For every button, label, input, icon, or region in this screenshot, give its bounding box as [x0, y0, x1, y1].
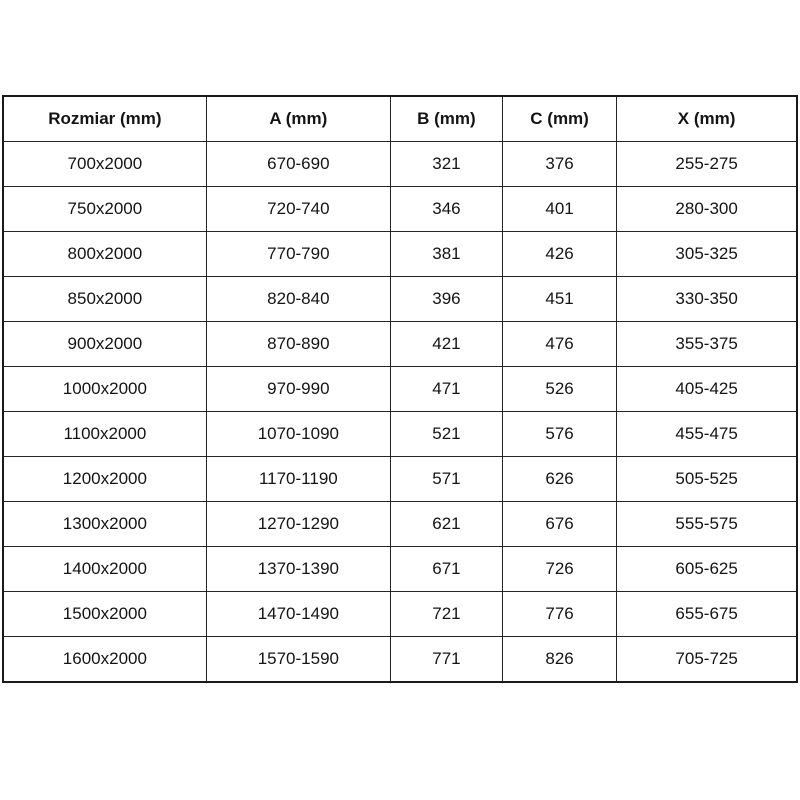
column-header: C (mm)	[502, 96, 616, 142]
table-cell: 670-690	[206, 142, 390, 187]
table-cell: 800x2000	[3, 232, 206, 277]
table-cell: 346	[390, 187, 502, 232]
table-cell: 621	[390, 502, 502, 547]
table-header-row	[3, 96, 797, 142]
table-cell: 1500x2000	[3, 592, 206, 637]
table-cell: 321	[390, 142, 502, 187]
table-row	[3, 637, 797, 683]
table-cell: 555-575	[617, 502, 797, 547]
table-cell: 1100x2000	[3, 412, 206, 457]
table-cell: 1270-1290	[206, 502, 390, 547]
table-cell: 1570-1590	[206, 637, 390, 683]
table-cell: 1400x2000	[3, 547, 206, 592]
table-cell: 255-275	[617, 142, 797, 187]
table-body	[3, 142, 797, 683]
table-cell: 401	[502, 187, 616, 232]
table-cell: 1600x2000	[3, 637, 206, 683]
table-cell: 421	[390, 322, 502, 367]
table-cell: 521	[390, 412, 502, 457]
column-header: X (mm)	[617, 96, 797, 142]
table-row	[3, 502, 797, 547]
table-cell: 870-890	[206, 322, 390, 367]
table-row	[3, 232, 797, 277]
table-cell: 405-425	[617, 367, 797, 412]
table-row	[3, 547, 797, 592]
size-spec-table	[2, 95, 798, 683]
table-cell: 726	[502, 547, 616, 592]
column-header: B (mm)	[390, 96, 502, 142]
table-cell: 526	[502, 367, 616, 412]
table-row	[3, 457, 797, 502]
table-cell: 1070-1090	[206, 412, 390, 457]
table-cell: 1000x2000	[3, 367, 206, 412]
table-row	[3, 142, 797, 187]
table-cell: 1370-1390	[206, 547, 390, 592]
table-cell: 381	[390, 232, 502, 277]
table-row	[3, 277, 797, 322]
table-row	[3, 367, 797, 412]
table-cell: 626	[502, 457, 616, 502]
table-cell: 721	[390, 592, 502, 637]
table-row	[3, 187, 797, 232]
table-cell: 705-725	[617, 637, 797, 683]
table-row	[3, 322, 797, 367]
table-cell: 1200x2000	[3, 457, 206, 502]
table-cell: 305-325	[617, 232, 797, 277]
table-cell: 280-300	[617, 187, 797, 232]
table-cell: 850x2000	[3, 277, 206, 322]
table-cell: 671	[390, 547, 502, 592]
table-row	[3, 412, 797, 457]
table-cell: 330-350	[617, 277, 797, 322]
table-cell: 820-840	[206, 277, 390, 322]
table-cell: 970-990	[206, 367, 390, 412]
table-cell: 770-790	[206, 232, 390, 277]
table-cell: 655-675	[617, 592, 797, 637]
table-cell: 1300x2000	[3, 502, 206, 547]
table-cell: 1170-1190	[206, 457, 390, 502]
table-cell: 476	[502, 322, 616, 367]
table-cell: 455-475	[617, 412, 797, 457]
table-cell: 571	[390, 457, 502, 502]
table-cell: 451	[502, 277, 616, 322]
table-cell: 471	[390, 367, 502, 412]
table-cell: 676	[502, 502, 616, 547]
table-cell: 396	[390, 277, 502, 322]
column-header: A (mm)	[206, 96, 390, 142]
table-cell: 605-625	[617, 547, 797, 592]
table-cell: 776	[502, 592, 616, 637]
table-cell: 355-375	[617, 322, 797, 367]
table-cell: 750x2000	[3, 187, 206, 232]
column-header: Rozmiar (mm)	[3, 96, 206, 142]
table-cell: 1470-1490	[206, 592, 390, 637]
table-cell: 826	[502, 637, 616, 683]
table-cell: 771	[390, 637, 502, 683]
table-cell: 576	[502, 412, 616, 457]
table-cell: 426	[502, 232, 616, 277]
table-cell: 505-525	[617, 457, 797, 502]
table-cell: 700x2000	[3, 142, 206, 187]
table-cell: 376	[502, 142, 616, 187]
table-cell: 900x2000	[3, 322, 206, 367]
table-row	[3, 592, 797, 637]
table-cell: 720-740	[206, 187, 390, 232]
